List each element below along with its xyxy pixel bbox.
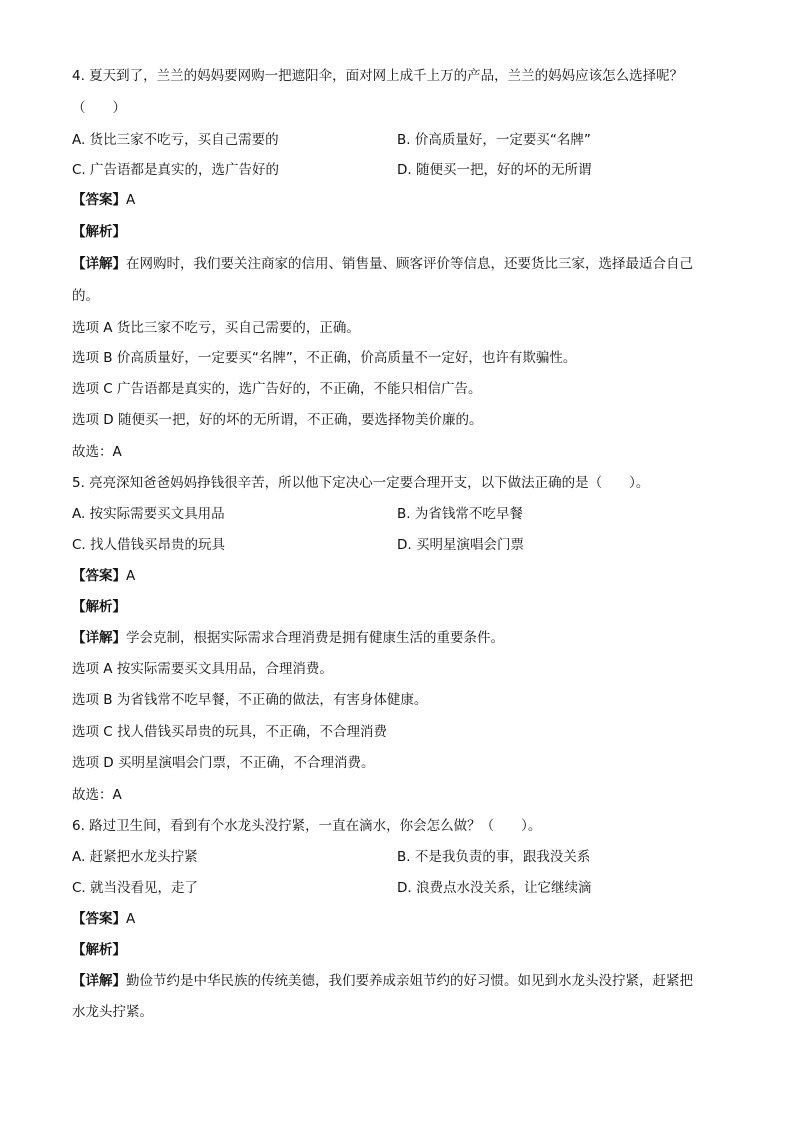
- q6-analysis-label: 【解析】: [72, 942, 126, 958]
- q6-option-a: A. 赶紧把水龙头拧紧: [72, 849, 198, 865]
- detail-label: 【详解】: [72, 630, 126, 646]
- q4-answer: [72, 190, 135, 210]
- q4-option-b: B. 价高质量好，一定要买“名牌”: [397, 132, 591, 148]
- q4-choose: 故选：A: [72, 444, 122, 460]
- detail-label: 【详解】: [72, 256, 126, 272]
- q5-option-b-explanation: 选项 B 为省钱常不吃早餐，不正确的做法，有害身体健康。: [72, 692, 428, 708]
- answer-label: 【答案】: [72, 911, 126, 927]
- q6-option-d: D. 浪费点水没关系，让它继续滴: [397, 880, 592, 896]
- q4-blank: （ ）: [72, 100, 126, 116]
- q5-stem: 5. 亮亮深知爸爸妈妈挣钱很辛苦，所以他下定决心一定要合理开支，以下做法正确的是（ ）。: [72, 475, 650, 491]
- q4-option-c-explanation: 选项 C 广告语都是真实的，选广告好的，不正确，不能只相信广告。: [72, 381, 482, 397]
- answer-value: A: [126, 911, 136, 927]
- q4-option-d: D. 随便买一把，好的坏的无所谓: [397, 162, 592, 178]
- q5-choose: 故选：A: [72, 787, 122, 803]
- q4-option-a-explanation: 选项 A 货比三家不吃亏，买自己需要的，正确。: [72, 320, 360, 336]
- q4-stem: 4. 夏天到了，兰兰的妈妈要网购一把遮阳伞，面对网上成千上万的产品，兰兰的妈妈应该怎么选择呢？: [72, 68, 684, 84]
- q4-option-b-explanation: 选项 B 价高质量好，一定要买“名牌”，不正确，价高质量不一定好，也许有欺骗性。: [72, 350, 577, 366]
- q4-detail: [72, 254, 693, 274]
- detail-text: 勤俭节约是中华民族的传统美德，我们要养成亲姐节约的好习惯。如见到水龙头没拧紧，赶紧把: [126, 973, 693, 989]
- answer-value: A: [126, 568, 136, 584]
- answer-label: 【答案】: [72, 192, 126, 208]
- q5-option-c-explanation: 选项 C 找人借钱买昂贵的玩具，不正确，不合理消费: [72, 724, 388, 740]
- q6-answer: [72, 909, 135, 929]
- q5-option-d: D. 买明星演唱会门票: [397, 537, 524, 553]
- q6-detail-cont: 水龙头拧紧。: [72, 1004, 153, 1020]
- q5-answer: [72, 566, 135, 586]
- q4-detail-cont: 的。: [72, 288, 99, 304]
- q5-option-a-explanation: 选项 A 按实际需要买文具用品，合理消费。: [72, 661, 333, 677]
- q4-option-c: C. 广告语都是真实的，选广告好的: [72, 162, 280, 178]
- q6-option-b: B. 不是我负责的事，跟我没关系: [397, 849, 591, 865]
- detail-text: 学会克制，根据实际需求合理消费是拥有健康生活的重要条件。: [126, 630, 504, 646]
- q5-option-a: A. 按实际需要买文具用品: [72, 506, 225, 522]
- q5-analysis-label: 【解析】: [72, 599, 126, 615]
- q4-option-a: A. 货比三家不吃亏，买自己需要的: [72, 132, 279, 148]
- q5-option-b: B. 为省钱常不吃早餐: [397, 506, 523, 522]
- q4-option-d-explanation: 选项 D 随便买一把，好的坏的无所谓，不正确，要选择物美价廉的。: [72, 412, 483, 428]
- q5-option-d-explanation: 选项 D 买明星演唱会门票，不正确，不合理消费。: [72, 755, 375, 771]
- answer-value: A: [126, 192, 136, 208]
- q6-stem: 6. 路过卫生间，看到有个水龙头没拧紧，一直在滴水，你会怎么做？（ ）。: [72, 818, 542, 834]
- q6-detail: [72, 971, 693, 991]
- detail-text: 在网购时，我们要关注商家的信用、销售量、顾客评价等信息，还要货比三家，选择最适合自己: [126, 256, 693, 272]
- q5-option-c: C. 找人借钱买昂贵的玩具: [72, 537, 226, 553]
- q5-detail: [72, 628, 504, 648]
- detail-label: 【详解】: [72, 973, 126, 989]
- answer-label: 【答案】: [72, 568, 126, 584]
- q6-option-c: C. 就当没看见，走了: [72, 880, 199, 896]
- q4-analysis-label: 【解析】: [72, 224, 126, 240]
